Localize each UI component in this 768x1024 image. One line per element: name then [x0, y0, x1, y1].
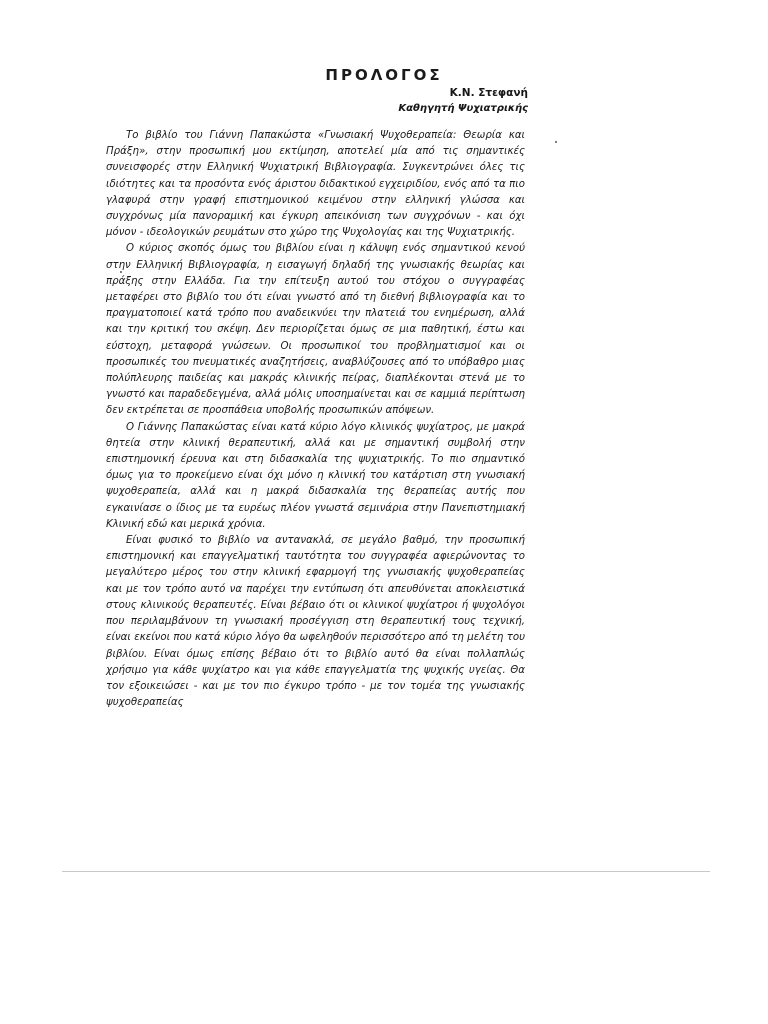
- author-role: Καθηγητή Ψυχιατρικής: [398, 103, 528, 114]
- author-name: Κ.Ν. Στεφανή: [449, 87, 528, 99]
- page-title: ΠΡΟΛΟΓΟΣ: [325, 66, 443, 84]
- paragraph: Ο κύριος σκοπός όμως του βιβλίου είναι η κάλυψη ενός σημαντικού κενού στην Ελληνική Βιβλιογραφία, η εισαγωγή δηλαδή της γνωσιακής θεωρίας και πράξης στην Ελλάδα. Για την επίτευξη αυτού του στόχου ο συγγραφέας μεταφέρει στο βιβλίο του ότι είναι γνωστό από τη διεθνή βιβλιογραφία και το πραγματοποιεί κατά τρόπο που αναδεικνύει την πλατειά του ενημέρωση, αλλά και την κριτική του σκέψη. Δεν περιορίζεται όμως σε μια παθητική, έστω και εύστοχη, μεταφορά γνώσεων. Οι προσωπικοί του προβληματισμοί και οι προσωπικές του πνευματικές αναζητήσεις, αναβλύζουσες από το υπόβαθρο μιας πολύπλευρης παιδείας και μακράς κλινικής πείρας, διαπλέκονται στενά με το γνωστό και παραδεδεγμένα, αλλά μόλις υποσημαίνεται και σε καμμιά περίπτωση δεν εκτρέπεται σε προσπάθεια υποβολής προσωπικών απόψεων.: [106, 243, 525, 417]
- paragraph: Ο Γιάννης Παπακώστας είναι κατά κύριο λόγο κλινικός ψυχίατρος, με μακρά θητεία στην κλινική θεραπευτική, αλλά και με σημαντική συμβολή στην επιστημονική έρευνα και στη διδασκαλία της ψυχιατρικής. Το πιο σημαντικό όμως για το προκείμενο είναι όχι μόνο η κλινική του κατάρτιση στη γνωσιακή ψυχοθεραπεία, αλλά και η μακρά διδασκαλία της θεραπείας αυτής που εγκαινίασε ο ίδιος με τα ευρέως πλέον γνωστά σεμινάρια στην Πανεπιστημιακή Κλινική εδώ και μερικά χρόνια.: [106, 421, 525, 530]
- scan-speck: [555, 141, 557, 143]
- scan-edge-line: [62, 871, 710, 872]
- author-block: [398, 86, 528, 116]
- scan-speck: [120, 271, 122, 273]
- body-text: [106, 128, 525, 711]
- paragraph: Το βιβλίο του Γιάννη Παπακώστα «Γνωσιακή Ψυχοθεραπεία: Θεωρία και Πράξη», στην προσωπική μου εκτίμηση, αποτελεί μία από τις σημαντικές συνεισφορές στην Ελληνική Ψυχιατρική Βιβλιογραφία. Συγκεντρώνει όλες τις ιδιότητες και τα προσόντα ενός άριστου διδακτικού εγχειριδίου, ενός από τα πιο γλαφυρά στην γραφή επιστημονικού κειμένου στην ελληνική γλώσσα και συγχρόνως μία πανοραμική και έγκυρη απεικόνιση των συγχρόνων - και όχι μόνον - ιδεολογικών ρευμάτων στο χώρο της Ψυχολογίας και της Ψυχιατρικής.: [106, 130, 525, 239]
- paragraph: Είναι φυσικό το βιβλίο να αντανακλά, σε μεγάλο βαθμό, την προσωπική επιστημονική και επαγγελματική ταυτότητα του συγγραφέα αφιερώνοντας το μεγαλύτερο μέρος του στην κλινική εφαρμογή της γνωσιακής ψυχοθεραπείας και με τον τρόπο αυτό να παρέχει την εντύπωση ότι απευθύνεται αποκλειστικά στους κλινικούς θεραπευτές. Είναι βέβαιο ότι οι κλινικοί ψυχίατροι ή ψυχολόγοι που περιλαμβάνουν τη γνωσιακή προσέγγιση στη θεραπευτική τους τεχνική, είναι εκείνοι που κατά κύριο λόγο θα ωφεληθούν περισσότερο από τη μελέτη του βιβλίου. Είναι όμως επίσης βέβαιο ότι το βιβλίο αυτό θα είναι πολλαπλώς χρήσιμο για κάθε ψυχίατρο και για κάθε επαγγελματία της ψυχικής υγείας. Θα τον εξοικειώσει - και με τον πιο έγκυρο τρόπο - με τον τομέα της γνωσιακής ψυχοθεραπείας: [106, 535, 525, 709]
